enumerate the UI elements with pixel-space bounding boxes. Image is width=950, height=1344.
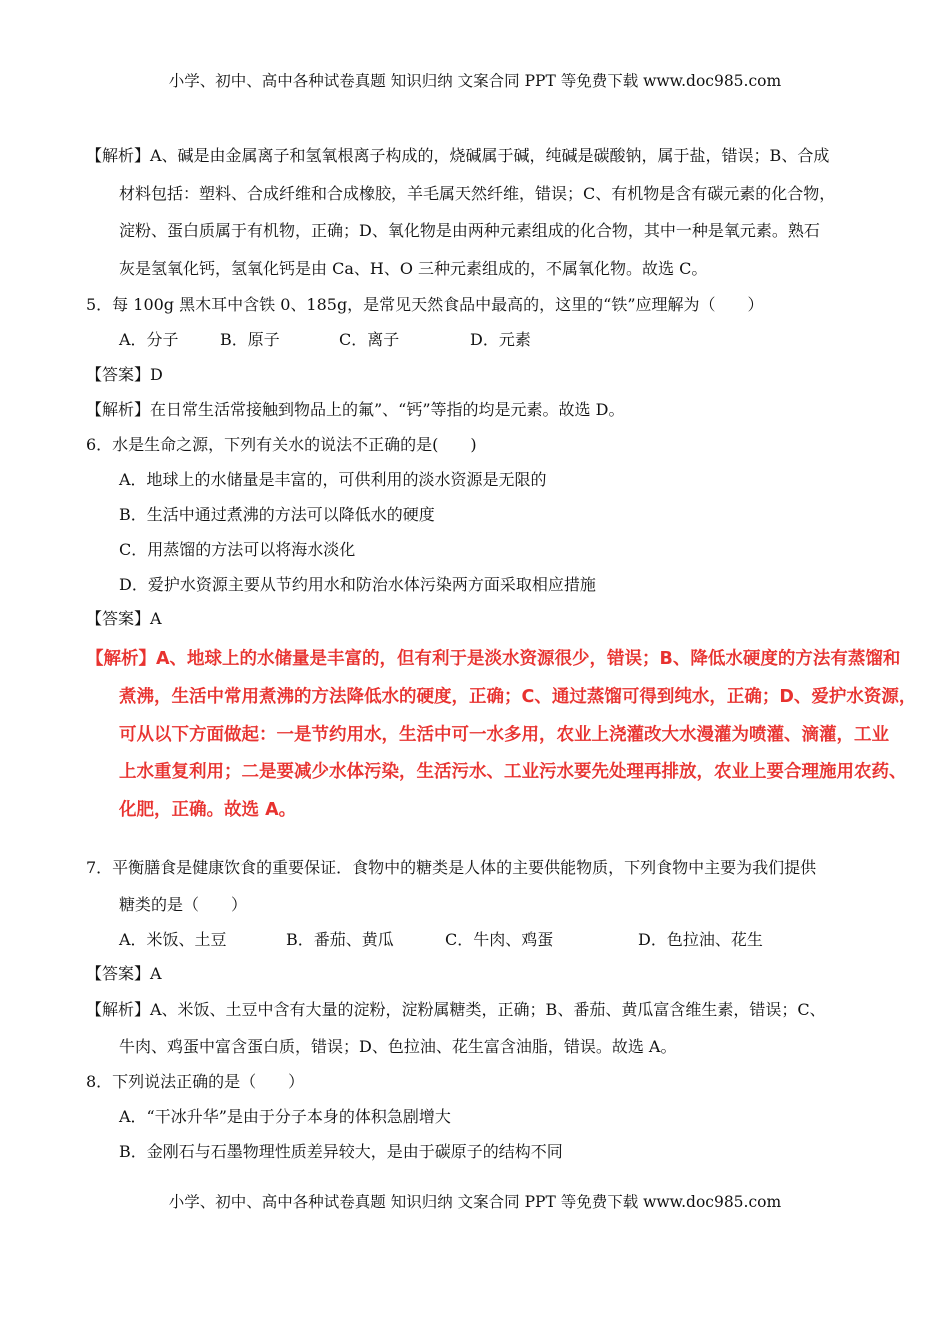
- q5-option-d: D．元素: [470, 330, 531, 349]
- q6-analysis-line-1: 【解析】A、地球上的水储量是丰富的，但有利于是淡水资源很少，错误；B、降低水硬度的方法有蒸馏和: [86, 649, 901, 669]
- q4-analysis-line-1: 【解析】A、碱是由金属离子和氢氧根离子构成的，烧碱属于碱，纯碱是碳酸钠，属于盐，错误；B、合成: [86, 146, 830, 165]
- q4-analysis-line-4: 灰是氢氧化钙，氢氧化钙是由 Ca、H、O 三种元素组成的，不属氧化物。故选 C。: [119, 259, 708, 278]
- q7-stem-line-2: 糖类的是（ ）: [119, 895, 248, 914]
- page-footer: 小学、初中、高中各种试卷真题 知识归纳 文案合同 PPT 等免费下载 www.doc985.com: [168, 1193, 782, 1211]
- q5-option-b: B．原子: [220, 330, 280, 349]
- q6-analysis-line-4: 上水重复利用；二是要减少水体污染，生活污水、工业污水要先处理再排放，农业上要合理施用农药、: [119, 762, 907, 782]
- q6-analysis-line-2: 煮沸，生活中常用煮沸的方法降低水的硬度，正确；C、通过蒸馏可得到纯水，正确；D、爱护水资源，: [119, 687, 917, 707]
- q7-option-a: A．米饭、土豆: [119, 930, 227, 949]
- q8-option-b: B．金刚石与石墨物理性质差异较大，是由于碳原子的结构不同: [119, 1142, 563, 1161]
- q6-analysis-line-3: 可从以下方面做起：一是节约用水，生活中可一水多用，农业上浇灌改大水漫灌为喷灌、滴灌，工业: [119, 725, 889, 745]
- q7-option-c: C．牛肉、鸡蛋: [445, 930, 554, 949]
- q5-option-a: A．分子: [119, 330, 179, 349]
- q6-analysis-line-5: 化肥，正确。故选 A。: [119, 800, 297, 820]
- q6-answer: 【答案】A: [86, 609, 162, 628]
- q6-option-c: C．用蒸馏的方法可以将海水淡化: [119, 540, 356, 559]
- q7-option-b: B．番茄、黄瓜: [286, 930, 394, 949]
- q4-analysis-line-2: 材料包括：塑料、合成纤维和合成橡胶，羊毛属天然纤维，错误；C、有机物是含有碳元素的化合物，: [119, 184, 836, 203]
- q6-option-d: D．爱护水资源主要从节约用水和防治水体污染两方面采取相应措施: [119, 575, 596, 594]
- q8-stem: 8．下列说法正确的是（ ）: [86, 1072, 305, 1091]
- q6-stem: 6．水是生命之源，下列有关水的说法不正确的是( ): [86, 435, 477, 454]
- q7-answer: 【答案】A: [86, 964, 162, 983]
- q7-stem-line-1: 7．平衡膳食是健康饮食的重要保证．食物中的糖类是人体的主要供能物质，下列食物中主要为我们提供: [86, 858, 817, 877]
- q4-analysis-line-3: 淀粉、蛋白质属于有机物，正确；D、氧化物是由两种元素组成的化合物，其中一种是氧元素。熟石: [119, 221, 820, 240]
- q6-option-b: B．生活中通过煮沸的方法可以降低水的硬度: [119, 505, 435, 524]
- q7-option-d: D．色拉油、花生: [638, 930, 763, 949]
- q5-analysis: 【解析】在日常生活常接触到物品上的氟”、“钙”等指的均是元素。故选 D。: [86, 400, 625, 419]
- q8-option-a: A．“干冰升华”是由于分子本身的体积急剧增大: [119, 1107, 451, 1126]
- q7-analysis-line-2: 牛肉、鸡蛋中富含蛋白质，错误；D、色拉油、花生富含油脂，错误。故选 A。: [119, 1037, 677, 1056]
- q7-analysis-line-1: 【解析】A、米饭、土豆中含有大量的淀粉，淀粉属糖类，正确；B、番茄、黄瓜富含维生素，错误；C、: [86, 1000, 826, 1019]
- page-header: 小学、初中、高中各种试卷真题 知识归纳 文案合同 PPT 等免费下载 www.doc985.com: [168, 72, 782, 90]
- q5-answer: 【答案】D: [86, 365, 163, 384]
- q5-stem: 5．每 100g 黑木耳中含铁 0、185g，是常见天然食品中最高的，这里的“铁”应理解为（ ）: [86, 295, 764, 314]
- q5-option-c: C．离子: [339, 330, 400, 349]
- q6-option-a: A．地球上的水储量是丰富的，可供利用的淡水资源是无限的: [119, 470, 547, 489]
